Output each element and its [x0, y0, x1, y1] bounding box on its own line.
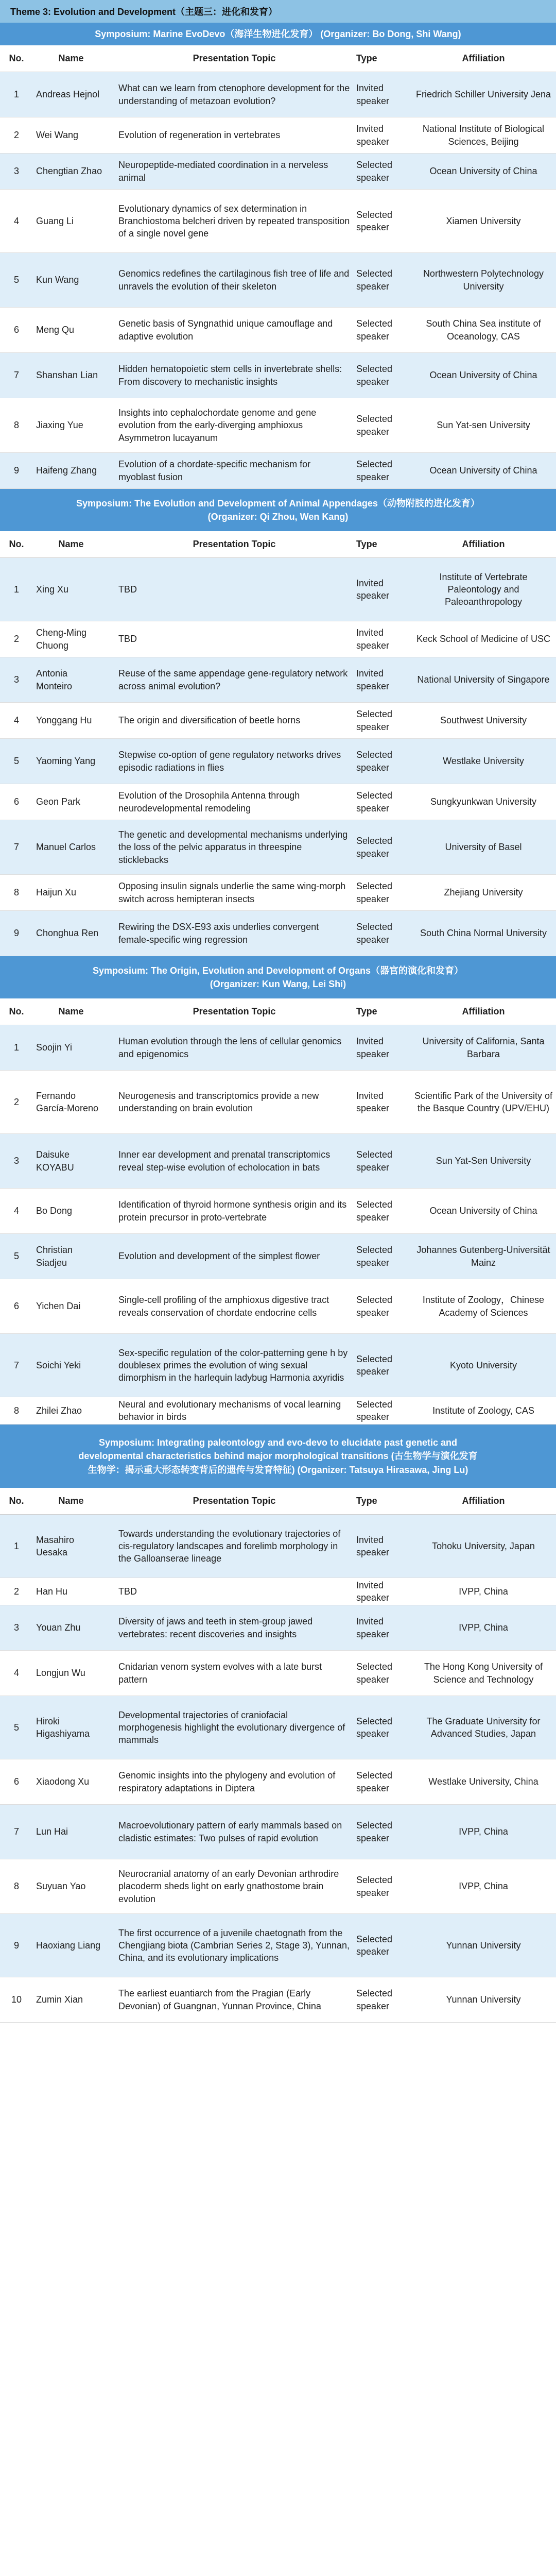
- speaker-name: Manuel Carlos: [36, 842, 96, 853]
- speaker-name: Cheng-Ming Chuong: [36, 628, 87, 651]
- row-number: 6: [13, 325, 19, 335]
- speaker-type: Selected speaker: [356, 1295, 393, 1318]
- presentation-topic: Genomic insights into the phylogeny and evolution of respiratory adaptations in Diptera: [118, 1770, 336, 1793]
- table-row: [0, 1071, 556, 1134]
- presentation-topic: TBD: [118, 634, 137, 645]
- speaker-type: Selected speaker: [356, 459, 393, 482]
- header-type: Type: [356, 1006, 377, 1016]
- symposia-container: [0, 23, 556, 2023]
- table-row: [0, 1234, 556, 1279]
- speaker-affiliation: Sungkyunkwan University: [430, 796, 537, 807]
- presentation-topic: Rewiring the DSX-E93 axis underlies convergent female-specific wing regression: [118, 922, 319, 945]
- speaker-name: Haijun Xu: [36, 887, 77, 898]
- presentation-topic: Insights into cephalochordate genome and gene evolution from the early-diverging amphioxus Asymmetron lucayanum: [118, 408, 317, 443]
- presentation-topic: Neuropeptide-mediated coordination in a nerveless animal: [118, 160, 328, 183]
- speaker-affiliation: South China Normal University: [420, 928, 547, 939]
- speaker-name: Guang Li: [36, 215, 74, 226]
- speaker-type: Selected speaker: [356, 1245, 393, 1268]
- row-number: 9: [13, 928, 19, 939]
- header-no: No.: [9, 1496, 24, 1506]
- speaker-type: Selected speaker: [356, 1820, 393, 1843]
- header-no: No.: [9, 539, 24, 549]
- header-type: Type: [356, 1496, 377, 1506]
- presentation-topic: TBD: [118, 1586, 137, 1597]
- header-type: Type: [356, 539, 377, 549]
- speaker-affiliation: IVPP, China: [459, 1622, 508, 1633]
- speaker-affiliation: University of Basel: [445, 842, 522, 853]
- speaker-affiliation: Yunnan University: [446, 1994, 521, 2005]
- presentation-topic: The earliest euantiarch from the Pragian (Early Devonian) of Guangnan, Yunnan Province, China: [118, 1988, 321, 2011]
- row-number: 8: [13, 1405, 19, 1416]
- speaker-affiliation: Institute of Zoology，Chinese Academy of Sciences: [422, 1295, 545, 1318]
- table-header: [0, 45, 556, 72]
- table-row: [0, 398, 556, 453]
- speaker-type: Selected speaker: [356, 364, 393, 387]
- presentation-topic: Evolution of regeneration in vertebrates: [118, 130, 281, 141]
- table-row: [0, 353, 556, 398]
- speaker-affiliation: Southwest University: [440, 715, 527, 726]
- presentation-topic: Macroevolutionary pattern of early mammals based on cladistic estimates: Two pulses of rapid evolution: [118, 1820, 342, 1843]
- speaker-type: Invited speaker: [356, 1534, 390, 1557]
- speaker-name: Longjun Wu: [36, 1668, 85, 1679]
- table-row: [0, 621, 556, 657]
- row-number: 4: [13, 1206, 19, 1216]
- presentation-topic: Evolution of a chordate-specific mechanism for myoblast fusion: [118, 459, 311, 482]
- presentation-topic: Developmental trajectories of craniofacial morphogenesis highlight the evolutionary divergence of mammals: [118, 1709, 345, 1745]
- speaker-name: Jiaxing Yue: [36, 420, 83, 431]
- speaker-affiliation: IVPP, China: [459, 1586, 508, 1597]
- speaker-name: Xiaodong Xu: [36, 1776, 90, 1787]
- speaker-name: Lun Hai: [36, 1826, 68, 1837]
- presentation-topic: The origin and diversification of beetle horns: [118, 715, 301, 726]
- speaker-name: Andreas Hejnol: [36, 89, 100, 100]
- symposium-title-line: (Organizer: Kun Wang, Lei Shi): [210, 979, 346, 989]
- speaker-type: Selected speaker: [356, 1199, 393, 1223]
- speaker-name: Soichi Yeki: [36, 1360, 81, 1370]
- symposium-title: [0, 489, 556, 531]
- table-row: [0, 1605, 556, 1651]
- speaker-affiliation: IVPP, China: [459, 1826, 508, 1837]
- table-row: [0, 253, 556, 308]
- speaker-type: Selected speaker: [356, 1934, 393, 1957]
- header-topic: Presentation Topic: [193, 53, 276, 63]
- presentation-topic: Evolution of the Drosophila Antenna through neurodevelopmental remodeling: [118, 790, 300, 814]
- table-row: [0, 875, 556, 911]
- speaker-affiliation: Sun Yat-sen University: [437, 420, 530, 431]
- symposium-title-line: (Organizer: Qi Zhou, Wen Kang): [207, 512, 349, 522]
- symposium-title-line: Symposium: Marine EvoDevo（海洋生物进化发育） (Organizer: Bo Dong, Shi Wang): [95, 28, 461, 39]
- presentation-topic: Hidden hematopoietic stem cells in invertebrate shells: From discovery to mechanistic insights: [118, 364, 342, 387]
- header-name: Name: [58, 539, 84, 549]
- header-topic: Presentation Topic: [193, 1006, 276, 1016]
- symposium-section: [0, 956, 556, 1425]
- speaker-name: Antonia Monteiro: [36, 668, 73, 691]
- presentation-topic: Reuse of the same appendage gene-regulatory network across animal evolution?: [118, 668, 348, 691]
- table-row: [0, 1651, 556, 1696]
- speaker-affiliation: Ocean University of China: [429, 1206, 537, 1216]
- speaker-name: Soojin Yi: [36, 1042, 73, 1053]
- presentation-topic: Neural and evolutionary mechanisms of vocal learning behavior in birds: [118, 1399, 341, 1422]
- speaker-affiliation: Ocean University of China: [429, 465, 537, 476]
- speaker-type: Selected speaker: [356, 1149, 393, 1173]
- presentation-topic: Identification of thyroid hormone synthesis origin and its protein precursor in proto-vertebrate: [118, 1199, 347, 1223]
- presentation-topic: Neurogenesis and transcriptomics provide a new understanding on brain evolution: [118, 1090, 319, 1113]
- row-number: 2: [13, 1586, 19, 1597]
- speaker-name: Haifeng Zhang: [36, 465, 97, 476]
- speaker-name: Masahiro Uesaka: [36, 1534, 75, 1557]
- speaker-affiliation: IVPP, China: [459, 1881, 508, 1892]
- table-row: [0, 911, 556, 956]
- table-row: [0, 1515, 556, 1578]
- speaker-type: Selected speaker: [356, 836, 393, 859]
- row-number: 6: [13, 796, 19, 807]
- header-affiliation: Affiliation: [462, 1496, 505, 1506]
- header-name: Name: [58, 53, 84, 63]
- speaker-name: Haoxiang Liang: [36, 1940, 101, 1951]
- speaker-affiliation: National Institute of Biological Sciences, Beijing: [422, 124, 545, 147]
- header-no: No.: [9, 53, 24, 63]
- speaker-affiliation: National University of Singapore: [417, 674, 550, 685]
- row-number: 7: [13, 1360, 19, 1370]
- speaker-affiliation: Yunnan University: [446, 1940, 521, 1951]
- header-affiliation: Affiliation: [462, 539, 505, 549]
- speaker-name: Fernando García-Moreno: [36, 1090, 99, 1113]
- row-number: 7: [13, 842, 19, 853]
- speaker-type: Invited speaker: [356, 124, 390, 147]
- speaker-type: Selected speaker: [356, 1988, 393, 2011]
- symposium-title-line: Symposium: Integrating paleontology and evo-devo to elucidate past genetic and: [98, 1437, 458, 1448]
- symposium-title: [0, 23, 556, 45]
- row-number: 4: [13, 1668, 19, 1679]
- speaker-type: Invited speaker: [356, 578, 390, 601]
- speaker-type: Selected speaker: [356, 750, 393, 773]
- presentation-topic: Cnidarian venom system evolves with a late burst pattern: [118, 1662, 322, 1685]
- symposium-section: [0, 23, 556, 489]
- speaker-name: Bo Dong: [36, 1206, 73, 1216]
- row-number: 2: [13, 130, 19, 141]
- speaker-type: Selected speaker: [356, 709, 393, 732]
- speaker-name: Kun Wang: [36, 275, 79, 285]
- presentation-topic: Genomics redefines the cartilaginous fish tree of life and unravels the evolution of their skeleton: [118, 268, 350, 292]
- presentation-topic: Inner ear development and prenatal transcriptomics reveal step-wise evolution of echolocation in bats: [118, 1149, 331, 1173]
- speaker-affiliation: Tohoku University, Japan: [432, 1540, 535, 1551]
- row-number: 1: [13, 1042, 19, 1053]
- speaker-affiliation: South China Sea institute of Oceanology, CAS: [426, 318, 541, 342]
- speaker-type: Selected speaker: [356, 1716, 393, 1739]
- speaker-name: Geon Park: [36, 796, 81, 807]
- speaker-name: Shanshan Lian: [36, 370, 98, 381]
- speaker-affiliation: University of California, Santa Barbara: [422, 1036, 545, 1059]
- speaker-name: Daisuke KOYABU: [36, 1149, 74, 1173]
- row-number: 2: [13, 634, 19, 645]
- presentation-topic: Genetic basis of Syngnathid unique camouflage and adaptive evolution: [118, 318, 333, 342]
- table-row: [0, 1578, 556, 1605]
- presentation-topic: Stepwise co-option of gene regulatory networks drives episodic radiations in flies: [118, 750, 341, 773]
- table-row: [0, 739, 556, 784]
- speaker-affiliation: Johannes Gutenberg-Universität Mainz: [416, 1245, 550, 1268]
- row-number: 8: [13, 420, 19, 431]
- speaker-type: Invited speaker: [356, 1090, 390, 1113]
- row-number: 1: [13, 584, 19, 595]
- speaker-type: Invited speaker: [356, 1580, 390, 1603]
- table-row: [0, 657, 556, 703]
- speaker-type: Invited speaker: [356, 83, 390, 106]
- speaker-type: Selected speaker: [356, 160, 393, 183]
- header-name: Name: [58, 1006, 84, 1016]
- row-number: 8: [13, 1881, 19, 1892]
- speaker-name: Yichen Dai: [36, 1301, 81, 1312]
- table-row: [0, 72, 556, 117]
- presentation-topic: TBD: [118, 584, 137, 595]
- presentation-topic: Human evolution through the lens of cellular genomics and epigenomics: [118, 1036, 342, 1059]
- speaker-affiliation: Scientific Park of the University of the Basque Country (UPV/EHU): [414, 1090, 553, 1113]
- row-number: 9: [13, 465, 19, 476]
- speaker-name: Yaoming Yang: [36, 756, 96, 767]
- row-number: 3: [13, 1156, 19, 1166]
- table-header: [0, 998, 556, 1025]
- row-number: 7: [13, 370, 19, 381]
- row-number: 3: [13, 1622, 19, 1633]
- speaker-name: Suyuan Yao: [36, 1881, 86, 1892]
- speaker-type: Selected speaker: [356, 1399, 393, 1422]
- speaker-type: Invited speaker: [356, 1616, 390, 1639]
- row-number: 2: [13, 1096, 19, 1107]
- table-row: [0, 1134, 556, 1189]
- speaker-affiliation: Friedrich Schiller University Jena: [415, 89, 551, 100]
- table-row: [0, 703, 556, 739]
- symposium-title: [0, 1425, 556, 1488]
- row-number: 3: [13, 166, 19, 177]
- row-number: 4: [13, 715, 19, 726]
- presentation-topic: The genetic and developmental mechanisms underlying the loss of the pelvic apparatus in threespine sticklebacks: [118, 829, 348, 865]
- presentation-topic: Towards understanding the evolutionary trajectories of cis-regulatory landscapes and forelimb morphology in the Galloanserae lineage: [118, 1528, 341, 1564]
- speaker-name: Yonggang Hu: [36, 715, 92, 726]
- table-row: [0, 558, 556, 621]
- table-row: [0, 820, 556, 875]
- speaker-name: Wei Wang: [36, 130, 79, 141]
- table-row: [0, 1696, 556, 1759]
- symposium-title-line: developmental characteristics behind major morphological transitions (古生物学与演化发育: [78, 1451, 478, 1462]
- table-row: [0, 1189, 556, 1234]
- speaker-name: Christian Siadjeu: [36, 1245, 73, 1268]
- presentation-topic: Single-cell profiling of the amphioxus digestive tract reveals conservation of chordate endocrine cells: [118, 1295, 329, 1318]
- table-row: [0, 190, 556, 253]
- row-number: 6: [13, 1301, 19, 1312]
- speaker-type: Selected speaker: [356, 790, 393, 814]
- table-row: [0, 1859, 556, 1914]
- speaker-type: Selected speaker: [356, 1875, 393, 1898]
- presentation-topic: Opposing insulin signals underlie the same wing-morph switch across hemipteran insects: [118, 881, 346, 904]
- header-name: Name: [58, 1496, 84, 1506]
- presentation-topic: Neurocranial anatomy of an early Devonian arthrodire placoderm sheds light on early gnathostome brain evolution: [118, 1869, 339, 1904]
- speaker-affiliation: Institute of Zoology, CAS: [432, 1405, 534, 1416]
- table-row: [0, 154, 556, 190]
- row-number: 7: [13, 1826, 19, 1837]
- presentation-topic: Evolution and development of the simplest flower: [118, 1251, 320, 1262]
- table-row: [0, 1759, 556, 1805]
- speaker-type: Selected speaker: [356, 268, 393, 292]
- speaker-type: Selected speaker: [356, 414, 393, 437]
- row-number: 4: [13, 215, 19, 226]
- row-number: 6: [13, 1776, 19, 1787]
- table-row: [0, 1334, 556, 1397]
- speaker-name: Zhilei Zhao: [36, 1405, 82, 1416]
- header-affiliation: Affiliation: [462, 53, 505, 63]
- speaker-affiliation: Westlake University, China: [428, 1776, 538, 1787]
- row-number: 1: [13, 1540, 19, 1551]
- table-row: [0, 453, 556, 489]
- symposium-title: [0, 956, 556, 998]
- header-affiliation: Affiliation: [462, 1006, 505, 1016]
- row-number: 5: [13, 1251, 19, 1262]
- speaker-affiliation: Northwestern Polytechnology University: [423, 268, 544, 292]
- symposium-section: [0, 489, 556, 956]
- speaker-affiliation: Sun Yat-Sen University: [436, 1156, 531, 1166]
- speaker-type: Selected speaker: [356, 1662, 393, 1685]
- speaker-name: Han Hu: [36, 1586, 68, 1597]
- speaker-affiliation: Ocean University of China: [429, 370, 537, 381]
- speaker-type: Selected speaker: [356, 1770, 393, 1793]
- table-header: [0, 531, 556, 558]
- symposium-title-line: 生物学：揭示重大形态转变背后的遗传与发育特征) (Organizer: Tatsuya Hirasawa, Jing Lu): [88, 1464, 468, 1475]
- speaker-affiliation: The Hong Kong University of Science and Technology: [424, 1662, 543, 1685]
- symposium-title-line: Symposium: The Origin, Evolution and Development of Organs（器官的演化和发育）: [92, 965, 464, 976]
- table-row: [0, 308, 556, 353]
- speaker-type: Selected speaker: [356, 922, 393, 945]
- header-no: No.: [9, 1006, 24, 1016]
- symposium-title-line: Symposium: The Evolution and Development of Animal Appendages（动物附肢的进化发育）: [76, 498, 480, 509]
- speaker-name: Xing Xu: [36, 584, 69, 595]
- table-header: [0, 1488, 556, 1515]
- presentation-topic: What can we learn from ctenophore development for the understanding of metazoan evolution?: [118, 83, 350, 106]
- row-number: 5: [13, 1722, 19, 1733]
- presentation-topic: Evolutionary dynamics of sex determination in Branchiostoma belcheri driven by repeated transposition of a single novel gene: [118, 203, 350, 239]
- header-type: Type: [356, 53, 377, 63]
- row-number: 5: [13, 275, 19, 285]
- speaker-affiliation: Keck School of Medicine of USC: [416, 634, 551, 645]
- speaker-name: Youan Zhu: [36, 1622, 81, 1633]
- row-number: 1: [13, 89, 19, 100]
- speaker-type: Selected speaker: [356, 209, 393, 232]
- header-topic: Presentation Topic: [193, 539, 276, 549]
- speaker-type: Invited speaker: [356, 1036, 390, 1059]
- speaker-name: Meng Qu: [36, 325, 75, 335]
- table-row: [0, 1805, 556, 1859]
- speaker-affiliation: Kyoto University: [449, 1360, 517, 1370]
- speaker-affiliation: Xiamen University: [446, 215, 521, 226]
- speaker-affiliation: Zhejiang University: [444, 887, 523, 898]
- table-row: [0, 1279, 556, 1334]
- speaker-affiliation: Westlake University: [443, 756, 524, 767]
- speaker-type: Selected speaker: [356, 318, 393, 342]
- row-number: 3: [13, 674, 19, 685]
- symposium-section: [0, 1425, 556, 2023]
- speaker-name: Chonghua Ren: [36, 928, 99, 939]
- table-row: [0, 784, 556, 820]
- presentation-topic: The first occurrence of a juvenile chaetognath from the Chengjiang biota (Cambrian Series 2, Stage 3), Yunnan, China, and its evolutionary implications: [118, 1927, 350, 1963]
- speaker-name: Chengtian Zhao: [36, 166, 102, 177]
- header-topic: Presentation Topic: [193, 1496, 276, 1506]
- row-number: 8: [13, 887, 19, 898]
- speaker-type: Invited speaker: [356, 628, 390, 651]
- table-row: [0, 1914, 556, 1977]
- presentation-topic: Diversity of jaws and teeth in stem-group jawed vertebrates: recent discoveries and insights: [118, 1616, 313, 1639]
- speaker-type: Selected speaker: [356, 881, 393, 904]
- speaker-name: Zumin Xian: [36, 1994, 83, 2005]
- speaker-affiliation: The Graduate University for Advanced Studies, Japan: [426, 1716, 541, 1739]
- table-row: [0, 1397, 556, 1425]
- table-row: [0, 1025, 556, 1071]
- speaker-type: Invited speaker: [356, 668, 390, 691]
- speaker-affiliation: Institute of Vertebrate Paleontology and Paleoanthropology: [439, 571, 528, 607]
- speaker-name: Hiroki Higashiyama: [36, 1716, 90, 1739]
- row-number: 10: [11, 1994, 22, 2005]
- presentation-topic: Sex-specific regulation of the color-patterning gene h by doublesex primes the evolution of wing sexual dimorphism in the harlequin ladybug Harmonia axyridis: [118, 1347, 348, 1383]
- speaker-type: Selected speaker: [356, 1353, 393, 1377]
- row-number: 5: [13, 756, 19, 767]
- speaker-affiliation: Ocean University of China: [429, 166, 537, 177]
- table-row: [0, 117, 556, 154]
- theme-title: Theme 3: Evolution and Development（主题三：进化和发育）: [0, 0, 556, 23]
- row-number: 9: [13, 1940, 19, 1951]
- table-row: [0, 1977, 556, 2023]
